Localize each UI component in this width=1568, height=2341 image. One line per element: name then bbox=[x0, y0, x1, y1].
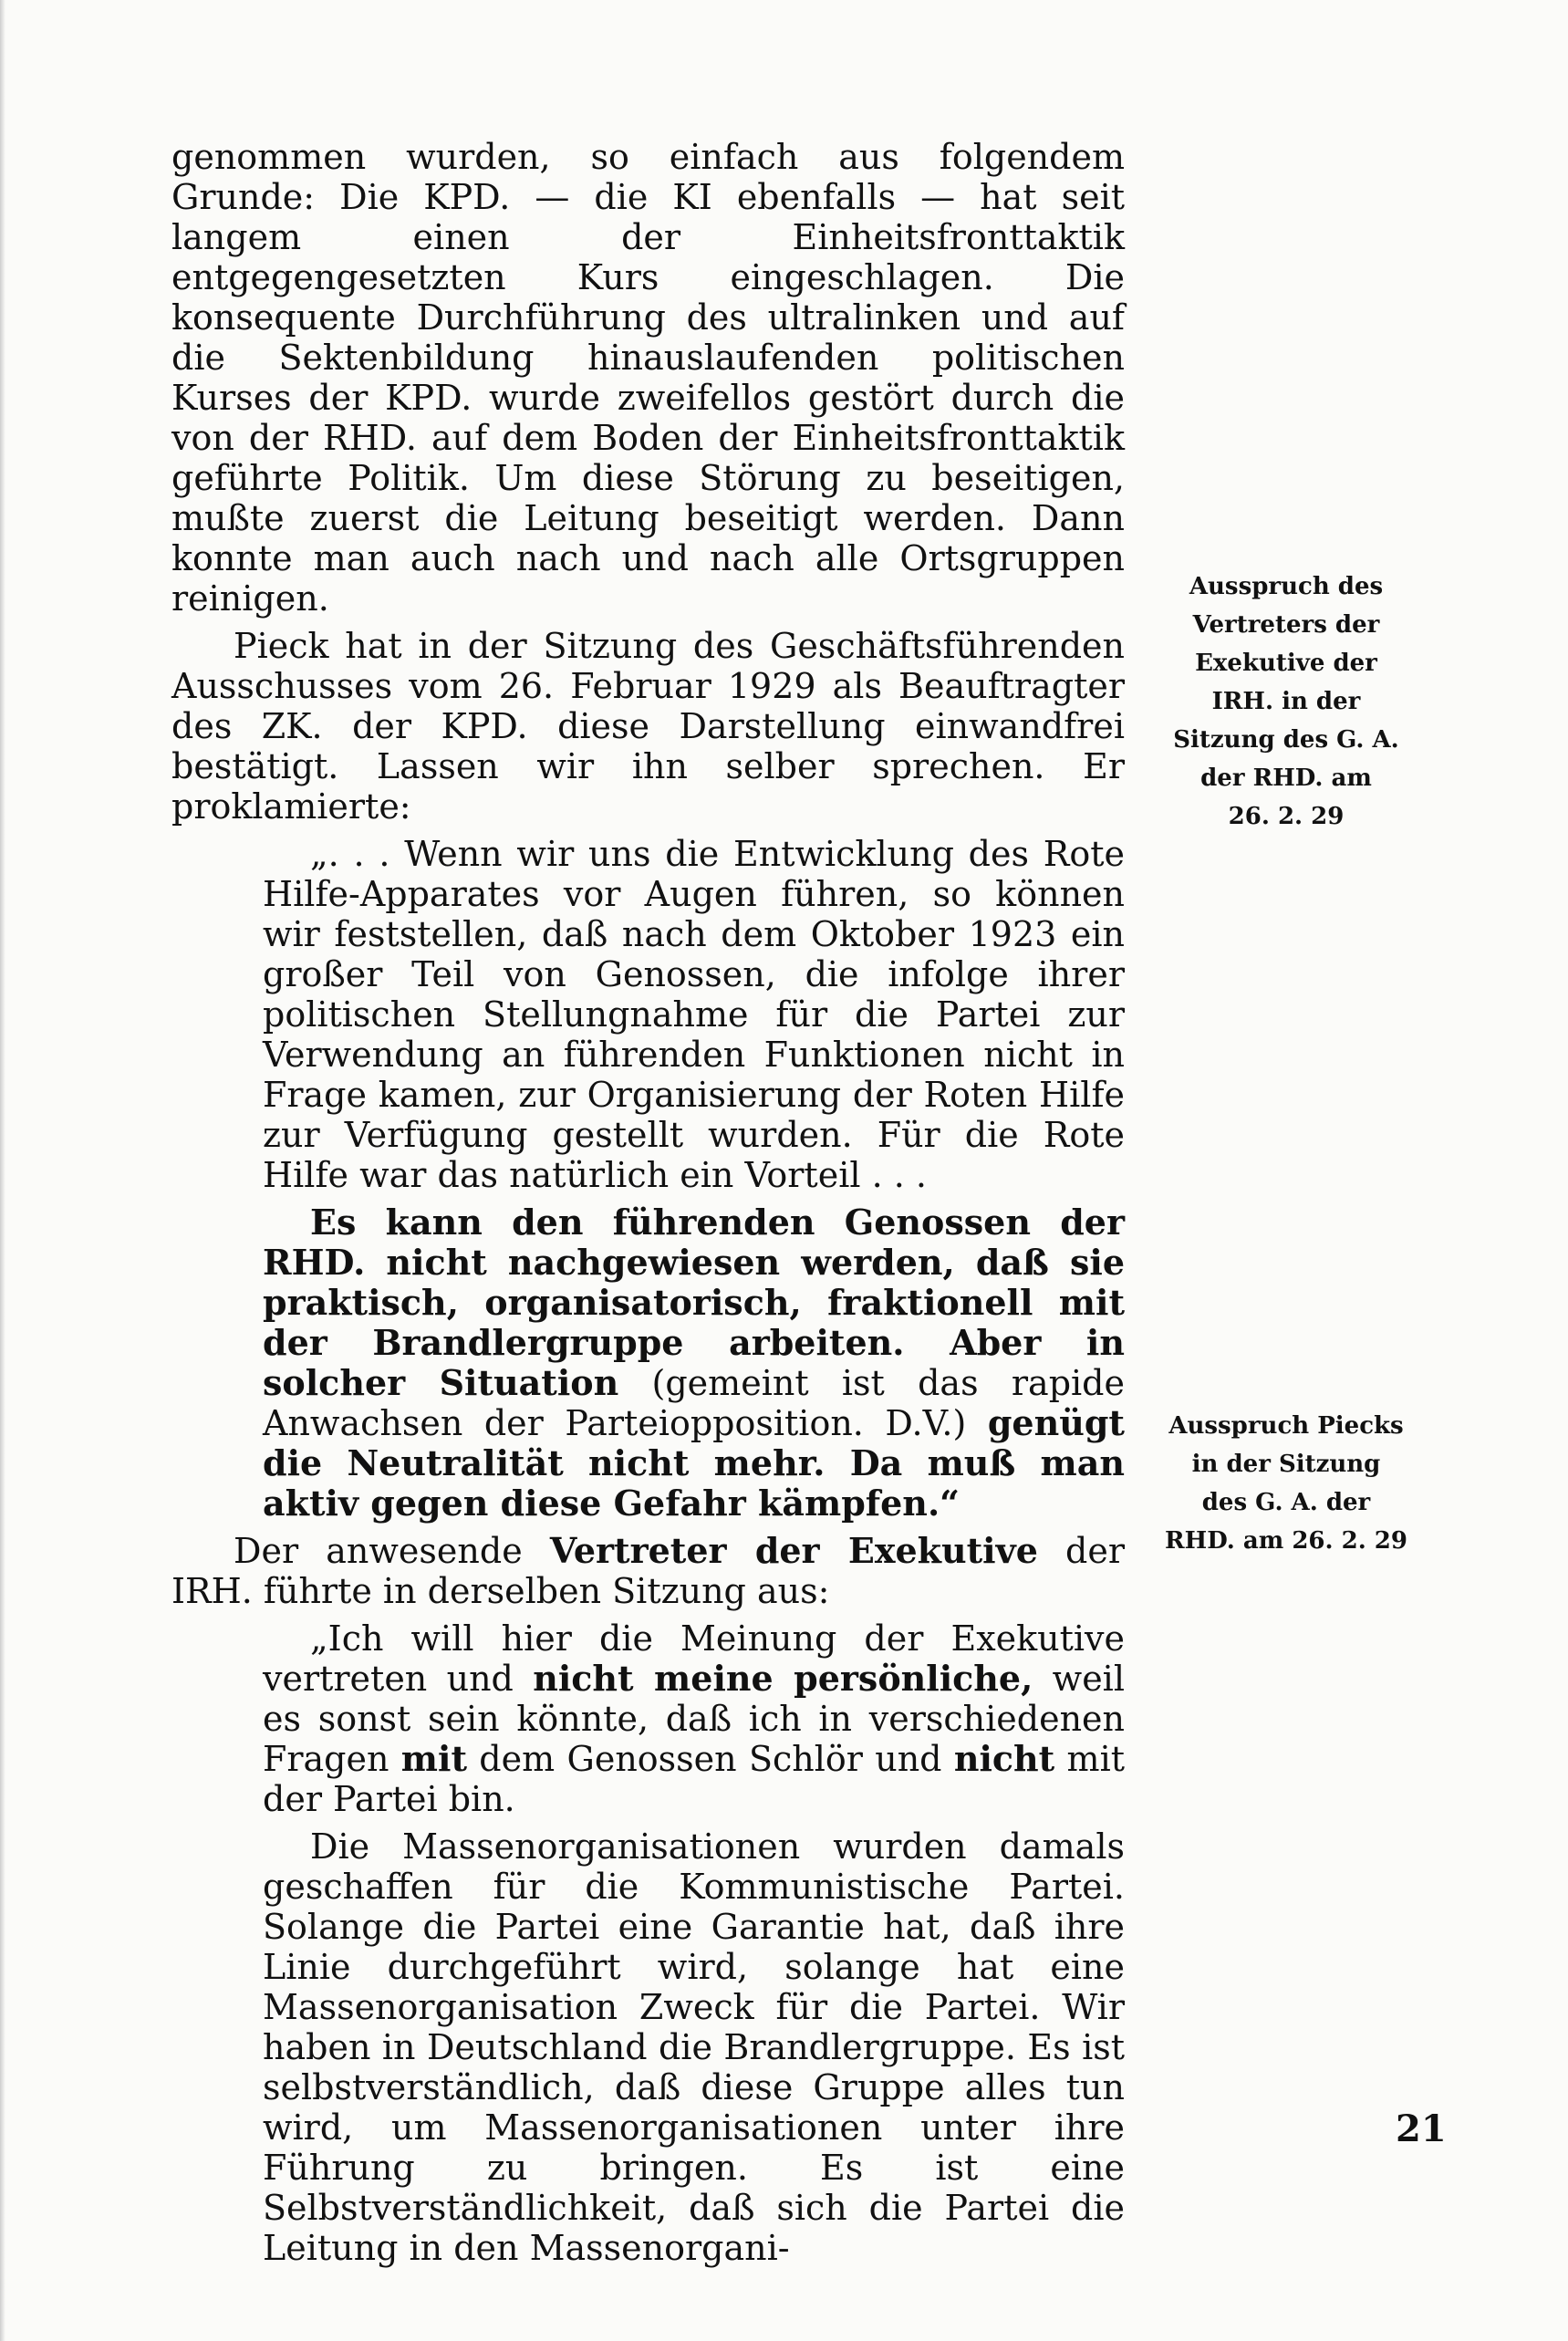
margin-note-1-line: Sitzung des G. A. bbox=[1173, 726, 1399, 754]
q2-part-a: „Ich will hier die Meinung der Exekutive vertreten und bbox=[263, 1618, 1125, 1699]
paragraph-3-part-a: Der anwesende bbox=[234, 1531, 550, 1571]
body-text-column bbox=[171, 137, 1125, 2268]
margin-note-1-line: 26. 2. 29 bbox=[1228, 803, 1345, 830]
quote-pieck-bold-part-a: Es kann den führenden Genossen der RHD. nicht nachgewiesen werden, daß sie praktisch, organisatorisch, fraktionell mit der Brandlergruppe arbeiten. Aber in solcher Situation bbox=[263, 1202, 1125, 1403]
margin-note-2 bbox=[1136, 1407, 1437, 1560]
margin-note-2-line: des G. A. der bbox=[1201, 1489, 1371, 1516]
margin-note-1-line: Exekutive der bbox=[1195, 650, 1377, 677]
margin-note-1-line: Ausspruch des bbox=[1189, 573, 1384, 600]
q2-part-b: weil es sonst sein könnte, daß ich in verschiedenen Fragen bbox=[263, 1659, 1125, 1779]
paragraph-3-part-b: der IRH. führte in derselben Sitzung aus: bbox=[171, 1531, 1125, 1611]
margin-note-1-line: IRH. in der bbox=[1211, 688, 1361, 715]
quote-pieck-normal-part: (gemeint ist das rapide Anwachsen der Parteiopposition. D.V.) bbox=[263, 1363, 1125, 1443]
q2-bold-b: mit bbox=[400, 1738, 467, 1779]
quote-exekutive bbox=[263, 1618, 1125, 2268]
margin-note-2-line: Ausspruch Piecks bbox=[1168, 1412, 1404, 1440]
paragraph-1: genommen wurden, so einfach aus folgendem Grunde: Die KPD. — die KI ebenfalls — hat seit langem einen der Einheitsfronttaktik entgegengesetzten Kurs eingeschlagen. Die konsequente Durchführung des ultralinken und auf die Sektenbildung hinauslaufenden politischen Kurses der KPD. wurde zweifellos gestört durch die von der RHD. auf dem Boden der Einheitsfronttaktik geführte Politik. Um diese Störung zu beseitigen, mußte zuerst die Leitung beseitigt werden. Dann konnte man auch nach und nach alle Ortsgruppen reinigen. bbox=[171, 137, 1125, 619]
quote-exekutive-paragraph-1 bbox=[263, 1618, 1125, 1819]
paragraph-3-bold: Vertreter der Exekutive bbox=[549, 1530, 1038, 1571]
margin-note-2-line: in der Sitzung bbox=[1191, 1451, 1381, 1478]
page-number: 21 bbox=[1396, 2107, 1447, 2150]
quote-exekutive-paragraph-2: Die Massenorganisationen wurden damals geschaffen für die Kommunistische Partei. Solange die Partei eine Garantie hat, daß ihre Linie durchgeführt wird, solange hat eine Massenorganisation Zweck für die Partei. Wir haben in Deutschland die Brandlergruppe. Es ist selbstverständlich, daß diese Gruppe alles tun wird, um Massenorganisationen unter ihre Führung zu bringen. Es ist eine Selbstverständlichkeit, daß sich die Partei die Leitung in den Massenorgani- bbox=[263, 1826, 1125, 2268]
margin-note-1-line: der RHD. am bbox=[1200, 765, 1372, 792]
paragraph-2: Pieck hat in der Sitzung des Geschäftsführenden Ausschusses vom 26. Februar 1929 als Beauftragter des ZK. der KPD. diese Darstellung einwandfrei bestätigt. Lassen wir ihn selber sprechen. Er proklamierte: bbox=[171, 626, 1125, 827]
quote-pieck-paragraph-2 bbox=[263, 1202, 1125, 1524]
paragraph-3 bbox=[171, 1531, 1125, 1611]
q2-bold-c: nicht bbox=[953, 1738, 1055, 1779]
margin-note-1 bbox=[1136, 567, 1437, 836]
quote-pieck bbox=[263, 834, 1125, 1524]
margin-note-2-line: RHD. am 26. 2. 29 bbox=[1165, 1527, 1407, 1555]
margin-note-1-line: Vertreters der bbox=[1192, 611, 1380, 639]
quote-pieck-bold-part-b: genügt die Neutralität nicht mehr. Da muß man aktiv gegen diese Gefahr kämpfen.“ bbox=[263, 1402, 1125, 1524]
q2-part-c: dem Genossen Schlör und bbox=[467, 1739, 954, 1779]
page-edge-shadow bbox=[0, 0, 5, 2341]
quote-pieck-paragraph-1: „. . . Wenn wir uns die Entwicklung des Rote Hilfe-Apparates vor Augen führen, so können wir feststellen, daß nach dem Oktober 1923 ein großer Teil von Genossen, die infolge ihrer politischen Stellungnahme für die Partei zur Verwendung an führenden Funktionen nicht in Frage kamen, zur Organisierung der Roten Hilfe zur Verfügung gestellt wurden. Für die Rote Hilfe war das natürlich ein Vorteil . . . bbox=[263, 834, 1125, 1195]
q2-bold-a: nicht meine persönliche, bbox=[533, 1658, 1033, 1699]
q2-part-d: mit der Partei bin. bbox=[263, 1739, 1125, 1819]
